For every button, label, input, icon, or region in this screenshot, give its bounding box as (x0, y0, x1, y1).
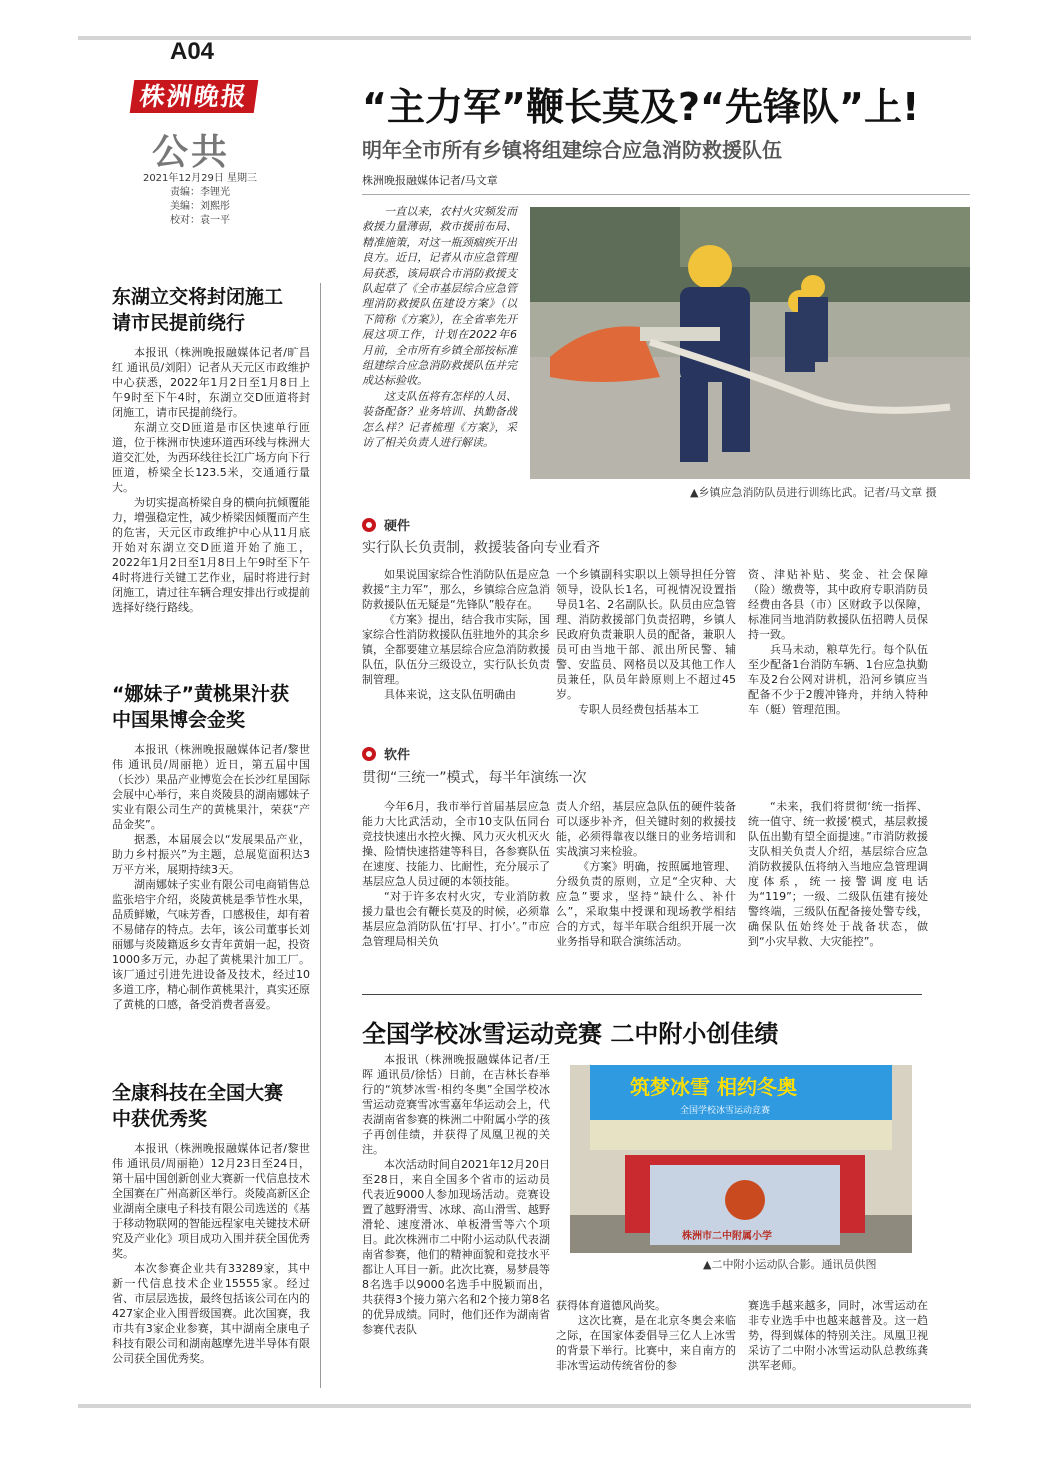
firefighter-training-photo (530, 207, 970, 479)
firefighter-photo-art (530, 207, 970, 479)
banner-text: 筑梦冰雪 相约冬奥 (630, 1075, 797, 1099)
page-number: A04 (170, 38, 215, 65)
story2-col2: 获得体育道德风尚奖。 这次比赛，是在北京冬奥会来临之际，在国家体委倡导三亿人上冰雪的背景下举行。比赛中，来自南方的非冰雪运动传统省份的参 (556, 1299, 736, 1372)
section2-col2: 责人介绍，基层应急队伍的硬件装备可以逐步补齐，但关键时刻的救援技能，必须得靠夜以继日的业务培训和实战演习来检验。 《方案》明确，按照属地管理、分级负责的原则，立足“全灾种、大应急”要求，坚持“缺什么、补什么”，采取集中授课和现场教学相结合的方式，每半年联合组织开展一次业务指导和联合演练活动。 (556, 800, 736, 948)
section1-subtitle: 实行队长负责制，救援装备向专业看齐 (362, 540, 600, 556)
story2-headline: 全国学校冰雪运动竞赛 二中附小创佳绩 (362, 1020, 779, 1048)
byline-rule (362, 194, 970, 195)
side-story2-title: “娜妹子”黄桃果汁获 中国果博会金奖 (112, 683, 289, 731)
side-story1-body: 本报讯（株洲晚报融媒体记者/旷昌红 通讯员/刘阳）记者从天元区市政维护中心获悉，2022年1月2日至1月8日上午9时至下午4时，东湖立交D匝道将封闭施工，请市民提前绕行。 东湖立交D匝道是市区快速单行匝道，位于株洲市快速环道西环线与株洲大道交汇处，为西环线往长江广场方向下行匝道，桥梁全长123.5米，交通通行量大。 为切实提高桥梁自身的横向抗倾覆能力，增强稳定性，减少桥梁因倾覆而产生的危害，天元区市政维护中心从11月底开始对东湖立交D匝道开始了施工，2022年1月2日至1月8日上午9时至下午4时将进行关键工艺作业，届时将进行封闭施工，请过往车辆合理安排出行或提前选择好绕行路线。 (112, 346, 310, 614)
flag-text: 株洲市二中附属小学 (682, 1231, 772, 1242)
photo1-caption: ▲乡镇应急消防队员进行训练比武。记者/马文章 摄 (690, 486, 937, 499)
main-lead: 一直以来，农村火灾频发而救援力量薄弱，救市援前布局、精准施策，对这一瓶颈痼疾开出良方。近日，记者从市应急管理局获悉，该局联合市消防救援支队起草了《全市基层综合应急管理消防救援队伍建设方案》（以下简称《方案》），在全省率先开展这项工作，计划在2022年6月前，全市所有乡镇全部按标准组建综合应急消防救援队伍并完成达标验收。 这支队伍将有怎样的人员、装备配备？业务培训、执勤备战怎么样？记者梳理《方案》，采访了相关负责人进行解读。 (362, 205, 517, 450)
story2-col3: 赛选手越来越多，同时，冰雪运动在非专业选手中也越来越普及。这一趋势，得到媒体的特别关注。凤凰卫视采访了二中附小冰雪运动队总教练龚洪军老师。 (748, 1299, 928, 1372)
section1-col2: 一个乡镇副科实职以上领导担任分管领导，设队长1名，可视情况设置指导员1名、2名副队长。队员由应急管理、消防救援部门负责招聘，乡镇人民政府负责兼职人员的配备，兼职人员可由当地干部、派出所民警、辅警、安监员、网格员以及其他工作人员兼任，队员年龄原则上不超过45岁。 专职人员经费包括基本工 (556, 568, 736, 716)
section2-tag: 软件 (362, 744, 410, 763)
main-headline: “主力军”鞭长莫及?“先锋队”上! (362, 85, 920, 129)
section2-col1: 今年6月，我市举行首届基层应急能力大比武活动，全市10支队伍同台竞技快速出水控火操、风力灭火机灭火操、险情快速搭建等科目，各参赛队伍在速度、技能力、比耐性，充分展示了基层应急人员过硬的本领技能。 “对于许多农村火灾，专业消防救援力量也会有鞭长莫及的时候，必须靠基层应急消防队伍‘打早、打小’。”市应急管理局相关负 (362, 800, 550, 948)
section1-col3: 资、津贴补贴、奖金、社会保障（险）缴费等，其中政府专职消防员经费由各县（市）区财政予以保障，标准同当地消防救援队伍招聘人员保持一致。 兵马未动，粮草先行。每个队伍至少配备1台消防车辆、1台应急执勤车及2台公网对讲机，沿河乡镇应当配备不少于2艘冲锋舟，并纳入特种车（艇）管理范围。 (748, 568, 928, 716)
main-byline: 株洲晚报融媒体记者/马文章 (362, 174, 498, 187)
banner-subtext: 全国学校冰雪运动竞赛 (680, 1106, 771, 1116)
page-date: 2021年12月29日 星期三 (142, 173, 258, 184)
section-title: 公共 (152, 131, 231, 173)
newspaper-logo: 株洲晚报 (130, 80, 259, 113)
section1-col1: 如果说国家综合性消防队伍是应急救援“主力军”，那么，乡镇综合应急消防救援队伍无疑是“先锋队”般存在。 《方案》提出，结合我市实际，国家综合性消防救援队伍驻地外的其余乡镇，全都要建立基层综合应急消防救援队伍，队伍分三级设立，实行队长负责制管理。 具体来说，这支队伍明确由 (362, 568, 550, 701)
main-subheadline: 明年全市所有乡镇将组建综合应急消防救援队伍 (362, 138, 782, 162)
page-designer: 美编：刘熙彤 (170, 201, 230, 212)
page-proof: 校对：袁一平 (170, 215, 230, 226)
tag-bullet-icon (362, 518, 376, 532)
story2-col1: 本报讯（株洲晚报融媒体记者/王晖 通讯员/徐恬）日前，在吉林长春举行的“筑梦冰雪·相约冬奥”全国学校冰雪运动竞赛雪冰雪嘉年华运动会上，代表湖南省参赛的株洲二中附属小学的孩子再创佳绩，并获得了凤凰卫视的关注。 本次活动时间自2021年12月20日至28日，来自全国多个省市的运动员代表近9000人参加现场活动。竞赛设置了越野滑雪、冰球、高山滑雪、越野滑轮、速度滑冰、单板滑雪等六个项目。此次株洲市二中附小运动队代表湖南省参赛，他们的精神面貌和竞技水平都让人耳目一新。此次比赛，易梦晨等8名选手以9000名选手中脱颖而出，共获得3个接力第六名和2个接力第8名的优异成绩。同时，他们还作为湖南省参赛代表队 (362, 1053, 550, 1336)
column-divider (320, 283, 321, 1388)
side-story1-title: 东湖立交将封闭施工 请市民提前绕行 (112, 286, 284, 334)
bottom-rule (78, 1404, 971, 1408)
side-story2-body: 本报讯（株洲晚报融媒体记者/黎世伟 通讯员/周丽艳）近日，第五届中国（长沙）果品产业博览会在长沙红星国际会展中心举行，来自炎陵县的湖南娜妹子实业有限公司生产的黄桃果汁，荣获“产品金奖”。 据悉，本届展会以“发展果品产业，助力乡村振兴”为主题，总展览面积达3万平方米，展期持续3天。 湖南娜妹子实业有限公司电商销售总监张培宇介绍，炎陵黄桃是季节性水果，品质鲜嫩，气味芳香，口感极佳，却有着不易储存的特点。去年，该公司董事长刘丽娜与炎陵籍返乡女青年黄娟一起，投资1000多万元，办起了黄桃果汁加工厂。该厂通过引进先进设备及技术，经过10多道工序，精心制作黄桃果汁，真实还原了黄桃的口感，备受消费者喜爱。 (112, 743, 310, 1011)
story-divider (362, 994, 922, 995)
section2-col3: “未来，我们将贯彻‘统一指挥、统一值守、统一救援’模式，基层救援队伍出勤有望全面提速。”市消防救援支队相关负责人介绍，基层综合应急消防救援队伍将纳入当地应急管理调度体系，统一接警调度电话为“119”；一级、二级队伍建有接处警终端，三级队伍配备接处警专线，确保队伍始终处于战备状态，做到“小灾早救、大灾能控”。 (748, 800, 928, 948)
side-story3-body: 本报讯（株洲晚报融媒体记者/黎世伟 通讯员/周丽艳）12月23日至24日，第十届中国创新创业大赛新一代信息技术全国赛在广州高新区举行。炎陵高新区企业湖南全康电子科技有限公司选送的《基于移动物联网的智能远程家电关键技术研究及产业化》项目成功入围并获全国优秀奖。 本次参赛企业共有33289家，其中新一代信息技术企业15555家。经过省、市层层选拔，最终包括该公司在内的427家企业入围晋级国赛。此次国赛，我市共有3家企业参赛，其中湖南全康电子科技有限公司和湖南越摩先进半导体有限公司获全国优秀奖。 (112, 1142, 310, 1365)
photo2-caption: ▲二中附小运动队合影。通讯员供图 (703, 1258, 877, 1271)
side-story3-title: 全康科技在全国大赛 中获优秀奖 (112, 1082, 284, 1130)
tag-bullet-icon (362, 747, 376, 761)
page-meta (130, 172, 270, 228)
section1-tag: 硬件 (362, 515, 410, 534)
page-editor: 责编：李锂光 (170, 187, 230, 198)
section2-subtitle: 贯彻“三统一”模式，每半年演练一次 (362, 770, 587, 786)
team-photo (570, 1065, 912, 1253)
